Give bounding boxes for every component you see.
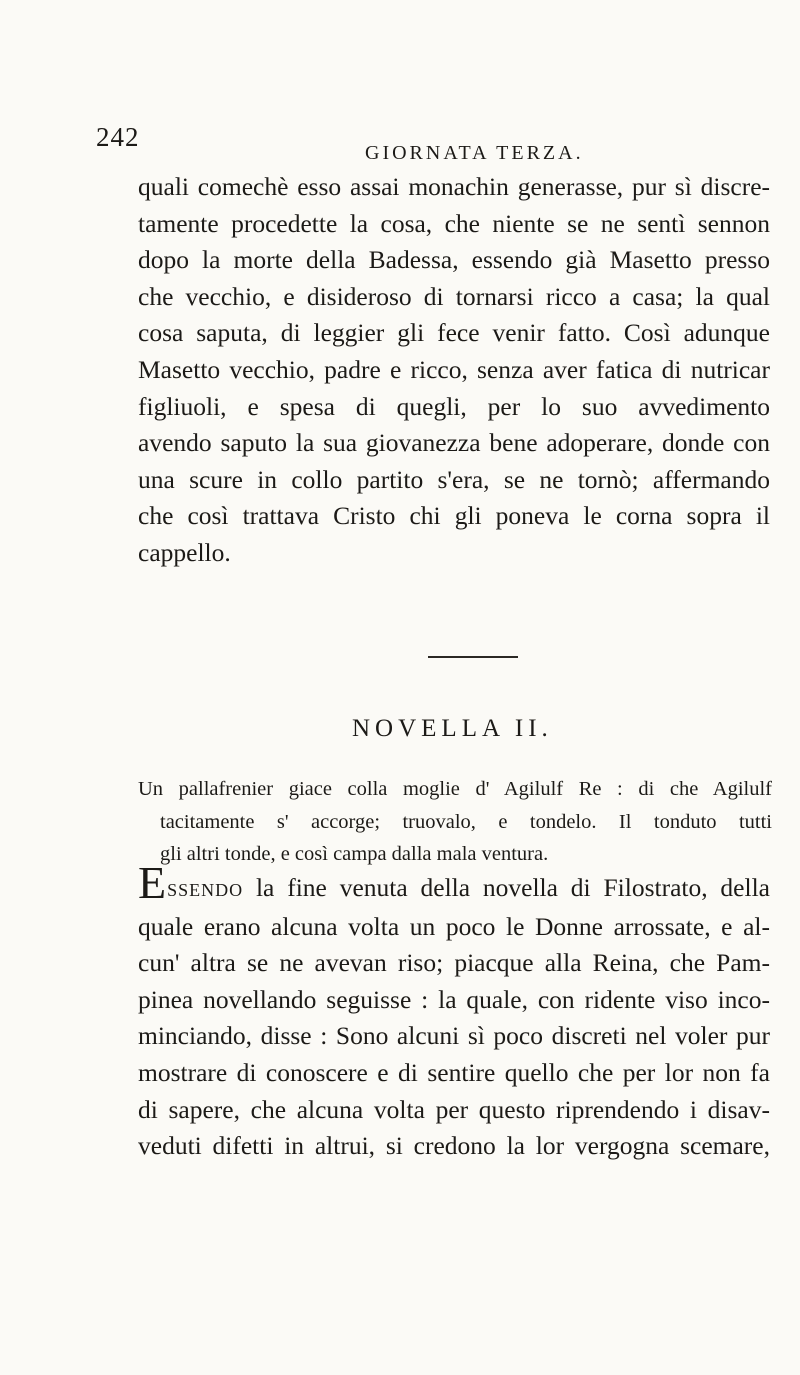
novella-heading: NOVELLA II. bbox=[352, 715, 553, 742]
running-head: GIORNATA TERZA. bbox=[365, 142, 584, 164]
summary-line: tacitamente s' accorge; truovalo, e tondelo. Il tonduto tutti bbox=[160, 810, 772, 833]
text-line: veduti difetti in altrui, si credono la lor vergogna scemare, bbox=[138, 1131, 770, 1161]
text-line: quali comechè esso assai monachin generasse, pur sì discre- bbox=[138, 172, 770, 201]
text-line: tamente procedette la cosa, che niente se ne sentì sennon bbox=[138, 208, 770, 238]
text-line: cappello. bbox=[138, 537, 231, 567]
paragraph-continuation bbox=[138, 169, 770, 572]
text-line bbox=[138, 857, 770, 909]
text-line: Masetto vecchio, padre e ricco, senza aver fatica di nutricar bbox=[138, 354, 770, 384]
section-divider bbox=[428, 656, 518, 658]
text-line: di sapere, che alcuna volta per questo riprendendo i disav- bbox=[138, 1094, 770, 1124]
text-line: mostrare di conoscere e di sentire quello che per lor non fa bbox=[138, 1057, 770, 1087]
text-line: dopo la morte della Badessa, essendo già Masetto presso bbox=[138, 245, 770, 275]
text-line: minciando, disse : Sono alcuni sì poco discreti nel voler pur bbox=[138, 1021, 770, 1051]
novella-paragraph bbox=[138, 857, 770, 1165]
text-line: che vecchio, e disideroso di tornarsi ricco a casa; la qual bbox=[138, 281, 770, 311]
page-number: 242 bbox=[96, 122, 140, 152]
drop-cap: E bbox=[138, 857, 167, 908]
text-line: pinea novellando seguisse : la quale, con ridente viso inco- bbox=[138, 984, 770, 1014]
novella-summary bbox=[138, 773, 772, 871]
text-line: cosa saputa, di leggier gli fece venir fatto. Così adunque bbox=[138, 318, 770, 348]
text-line: che così trattava Cristo chi gli poneva le corna sopra il bbox=[138, 501, 770, 531]
small-caps: SSENDO bbox=[167, 880, 244, 900]
first-line-text: la fine venuta della novella di Filostrato, della bbox=[243, 873, 770, 902]
text-line: figliuoli, e spesa di quegli, per lo suo avvedimento bbox=[138, 391, 770, 421]
text-line: una scure in collo partito s'era, se ne tornò; affermando bbox=[138, 464, 770, 494]
text-line: cun' altra se ne avevan riso; piacque alla Reina, che Pam- bbox=[138, 948, 770, 978]
text-line: avendo saputo la sua giovanezza bene adoperare, donde con bbox=[138, 428, 770, 458]
summary-line: Un pallafrenier giace colla moglie d' Agilulf Re : di che Agilulf bbox=[138, 778, 772, 800]
summary-line: gli altri tonde, e così campa dalla mala ventura. bbox=[160, 843, 549, 865]
text-line: quale erano alcuna volta un poco le Donne arrossate, e al- bbox=[138, 911, 770, 941]
